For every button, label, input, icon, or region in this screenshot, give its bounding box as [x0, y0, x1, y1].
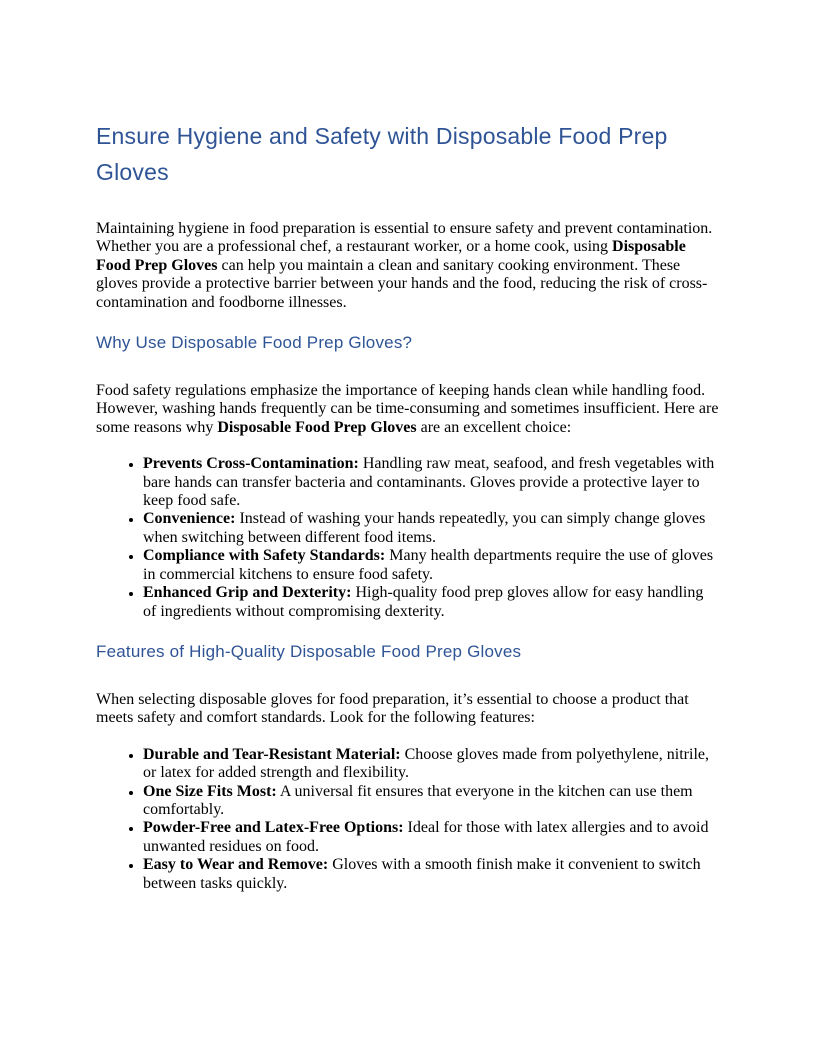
intro-paragraph: [96, 220, 720, 312]
bullet-text: Gloves with a smooth finish make it convenient to switch between tasks quickly.: [143, 856, 701, 892]
bullet-label: Powder-Free and Latex-Free Options:: [143, 819, 404, 837]
features-intro-paragraph: When selecting disposable gloves for food preparation, it’s essential to choose a product that meets safety and comfort standards. Look for the following features:: [96, 690, 689, 727]
why-use-text-before: Food safety regulations emphasize the importance of keeping hands clean while handling food. However, washing hands frequently can be time-consuming and sometimes insufficient. Here are some reasons why: [96, 382, 719, 436]
bullet-label: Enhanced Grip and Dexterity:: [143, 584, 352, 602]
bullet-label: Compliance with Safety Standards:: [143, 547, 386, 565]
list-item: [143, 819, 720, 856]
list-item: [143, 547, 720, 584]
list-item: [143, 455, 720, 510]
bullet-label: Durable and Tear-Resistant Material:: [143, 745, 401, 763]
features-bullet-list: [96, 746, 720, 893]
list-item: [143, 783, 720, 820]
bullet-text: Ideal for those with latex allergies and to avoid unwanted residues on food.: [143, 819, 709, 855]
bullet-text: Instead of washing your hands repeatedly, you can simply change gloves when switching between different food items.: [143, 510, 706, 546]
list-item: [143, 746, 720, 783]
why-use-intro-paragraph: [96, 382, 720, 437]
intro-text-before: Maintaining hygiene in food preparation is essential to ensure safety and prevent contamination. Whether you are a professional chef, a restaurant worker, or a home cook, using: [96, 220, 713, 256]
bullet-text: A universal fit ensures that everyone in the kitchen can use them comfortably.: [143, 782, 693, 818]
bullet-label: One Size Fits Most:: [143, 782, 277, 800]
bullet-text: High-quality food prep gloves allow for easy handling of ingredients without compromising dexterity.: [143, 584, 704, 620]
bullet-text: Choose gloves made from polyethylene, nitrile, or latex for added strength and flexibility.: [143, 745, 709, 782]
intro-bold-term: Disposable Food Prep Gloves: [96, 238, 686, 274]
features-heading: Features of High-Quality Disposable Food Prep Gloves: [96, 641, 522, 661]
document-title: Ensure Hygiene and Safety with Disposable Food Prep Gloves: [96, 123, 668, 185]
bullet-label: Prevents Cross-Contamination:: [143, 455, 359, 473]
bullet-label: Easy to Wear and Remove:: [143, 856, 329, 874]
why-use-bold-term: Disposable Food Prep Gloves: [217, 418, 417, 436]
list-item: [143, 856, 720, 893]
bullet-text: Many health departments require the use of gloves in commercial kitchens to ensure food safety.: [143, 547, 714, 583]
bullet-text: Handling raw meat, seafood, and fresh vegetables with bare hands can transfer bacteria and contaminants. Gloves provide a protective layer to keep food safe.: [143, 455, 715, 510]
why-use-bullet-list: [96, 455, 720, 621]
bullet-label: Convenience:: [143, 510, 236, 528]
why-use-text-after: are an excellent choice:: [416, 418, 572, 436]
why-use-heading: Why Use Disposable Food Prep Gloves?: [96, 333, 413, 353]
list-item: [143, 510, 720, 547]
intro-text-after: can help you maintain a clean and sanitary cooking environment. These gloves provide a protective barrier between your hands and the food, reducing the risk of cross-contamination and foodborne illnesses.: [96, 256, 708, 311]
list-item: [143, 584, 720, 621]
